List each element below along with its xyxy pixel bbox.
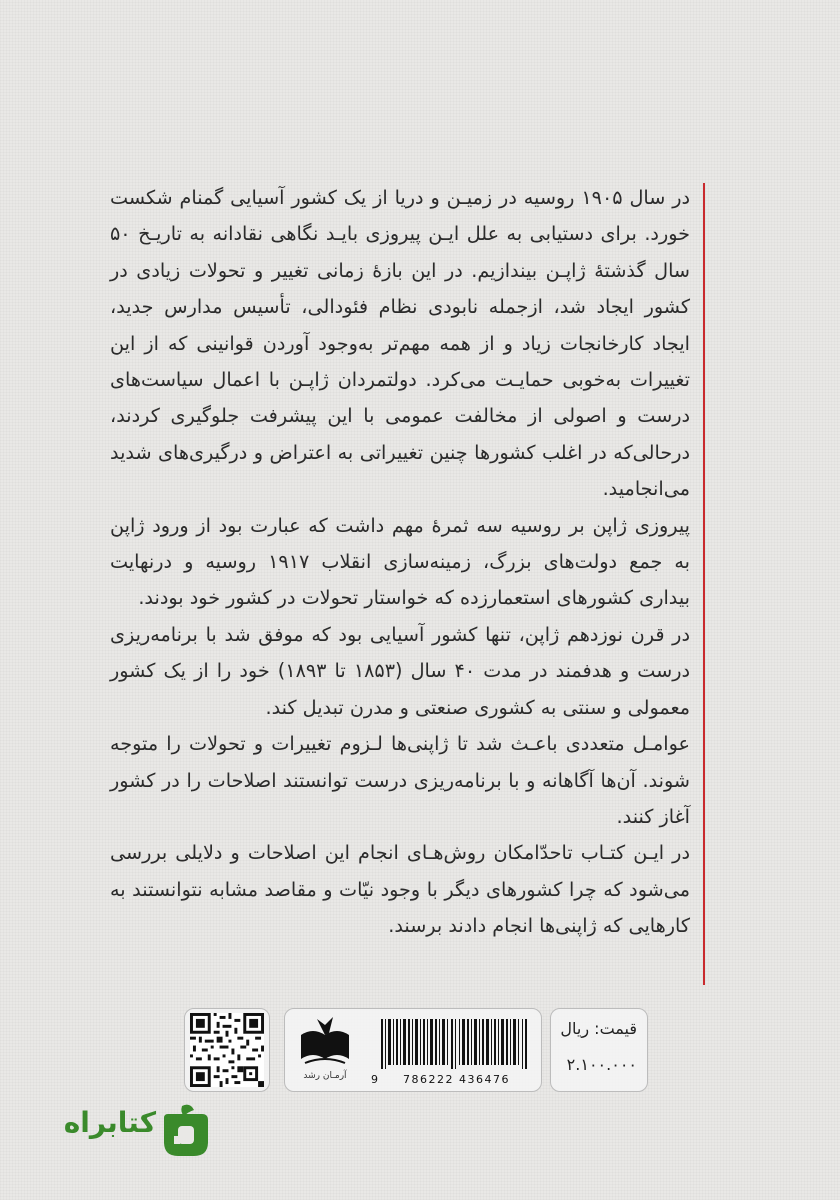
- paragraph-2: پیروزی ژاپن بر روسیه سه ثمرهٔ مهم داشت که عبارت بود از ورود ژاپن به جمع دولت‌های بزرگ، زمینه‌سازی انقلاب ۱۹۱۷ روسیه و درنهایت بیداری کشورهای استعمارزده که خواستار تحولات در کشور خود بودند.: [110, 513, 690, 610]
- accent-line: [703, 183, 705, 985]
- brand-name: کتابراه: [63, 1106, 156, 1139]
- paragraph-5: در ایـن کتـاب تاحدّامکان روش‌هـای انجام این اصلاحات و دلایلی بررسی می‌شود که چرا کشورهای دیگر با وجود نیّات و مقاصد مشابه نتوانستند به کارهایی که ژاپنی‌ها انجام دادند برسند.: [110, 841, 690, 938]
- price-box: [550, 1008, 648, 1092]
- price-label: قیمت: ریال: [560, 1019, 637, 1038]
- qr-box: [184, 1008, 270, 1092]
- paragraph-1: در سال ۱۹۰۵ روسیه در زمیـن و دریا از یک کشور آسیایی گمنام شکست خورد. برای دستیابی به علل ایـن پیروزی بایـد نگاهی نقادانه به تاریـخ ۵۰ سال گذشتهٔ ژاپـن بیندازیم. در این بازهٔ زمانی تغییر و تحولات زیادی در کشور ایجاد شد، ازجمله نابودی نظام فئودالی، تأسیس مدارس جدید، ایجاد کارخانجات زیاد و از همه مهم‌تر به‌وجود آوردن قوانینی که از این تغییرات به‌خوبی حمایـت می‌کرد. دولتمردان ژاپـن با اعمال سیاست‌های درست و اصولی از مخالفت عمومی با این پیشرفت جلوگیری کردند، درحالی‌که در اغلب کشورها چنین تغییراتی به اعتراض و درگیری‌های شدید می‌انجامید.: [110, 186, 691, 501]
- kitabrah-logo-icon: [160, 1102, 210, 1160]
- back-cover-text: [110, 180, 690, 945]
- isbn-prefix: 9: [371, 1073, 378, 1086]
- barcode-box: [284, 1008, 542, 1092]
- isbn-digits: 786222 436476: [403, 1073, 510, 1086]
- qr-code-icon[interactable]: [190, 1013, 264, 1087]
- paragraph-4: عوامـل متعددی باعـث شد تا ژاپنی‌ها لـزوم تغییرات و تحولات را متوجه شوند. آن‌ها آگاهانه و با برنامه‌ریزی درست توانستند اصلاحات را در کشور آغاز کنند.: [110, 732, 690, 828]
- publisher-name: آرمـان رشد: [303, 1071, 347, 1081]
- barcode-icon: [381, 1019, 531, 1069]
- kitabrah-brand[interactable]: [40, 1102, 212, 1162]
- paragraph-3: در قرن نوزدهم ژاپن، تنها کشور آسیایی بود که موفق شد با برنامه‌ریزی درست و هدفمند در مدت ۴۰ سال (۱۸۵۳ تا ۱۸۹۳) خود را از یک کشور معمولی و سنتی به کشوری صنعتی و مدرن تبدیل کند.: [110, 622, 691, 719]
- price-value: ۲.۱۰۰.۰۰۰: [566, 1055, 637, 1074]
